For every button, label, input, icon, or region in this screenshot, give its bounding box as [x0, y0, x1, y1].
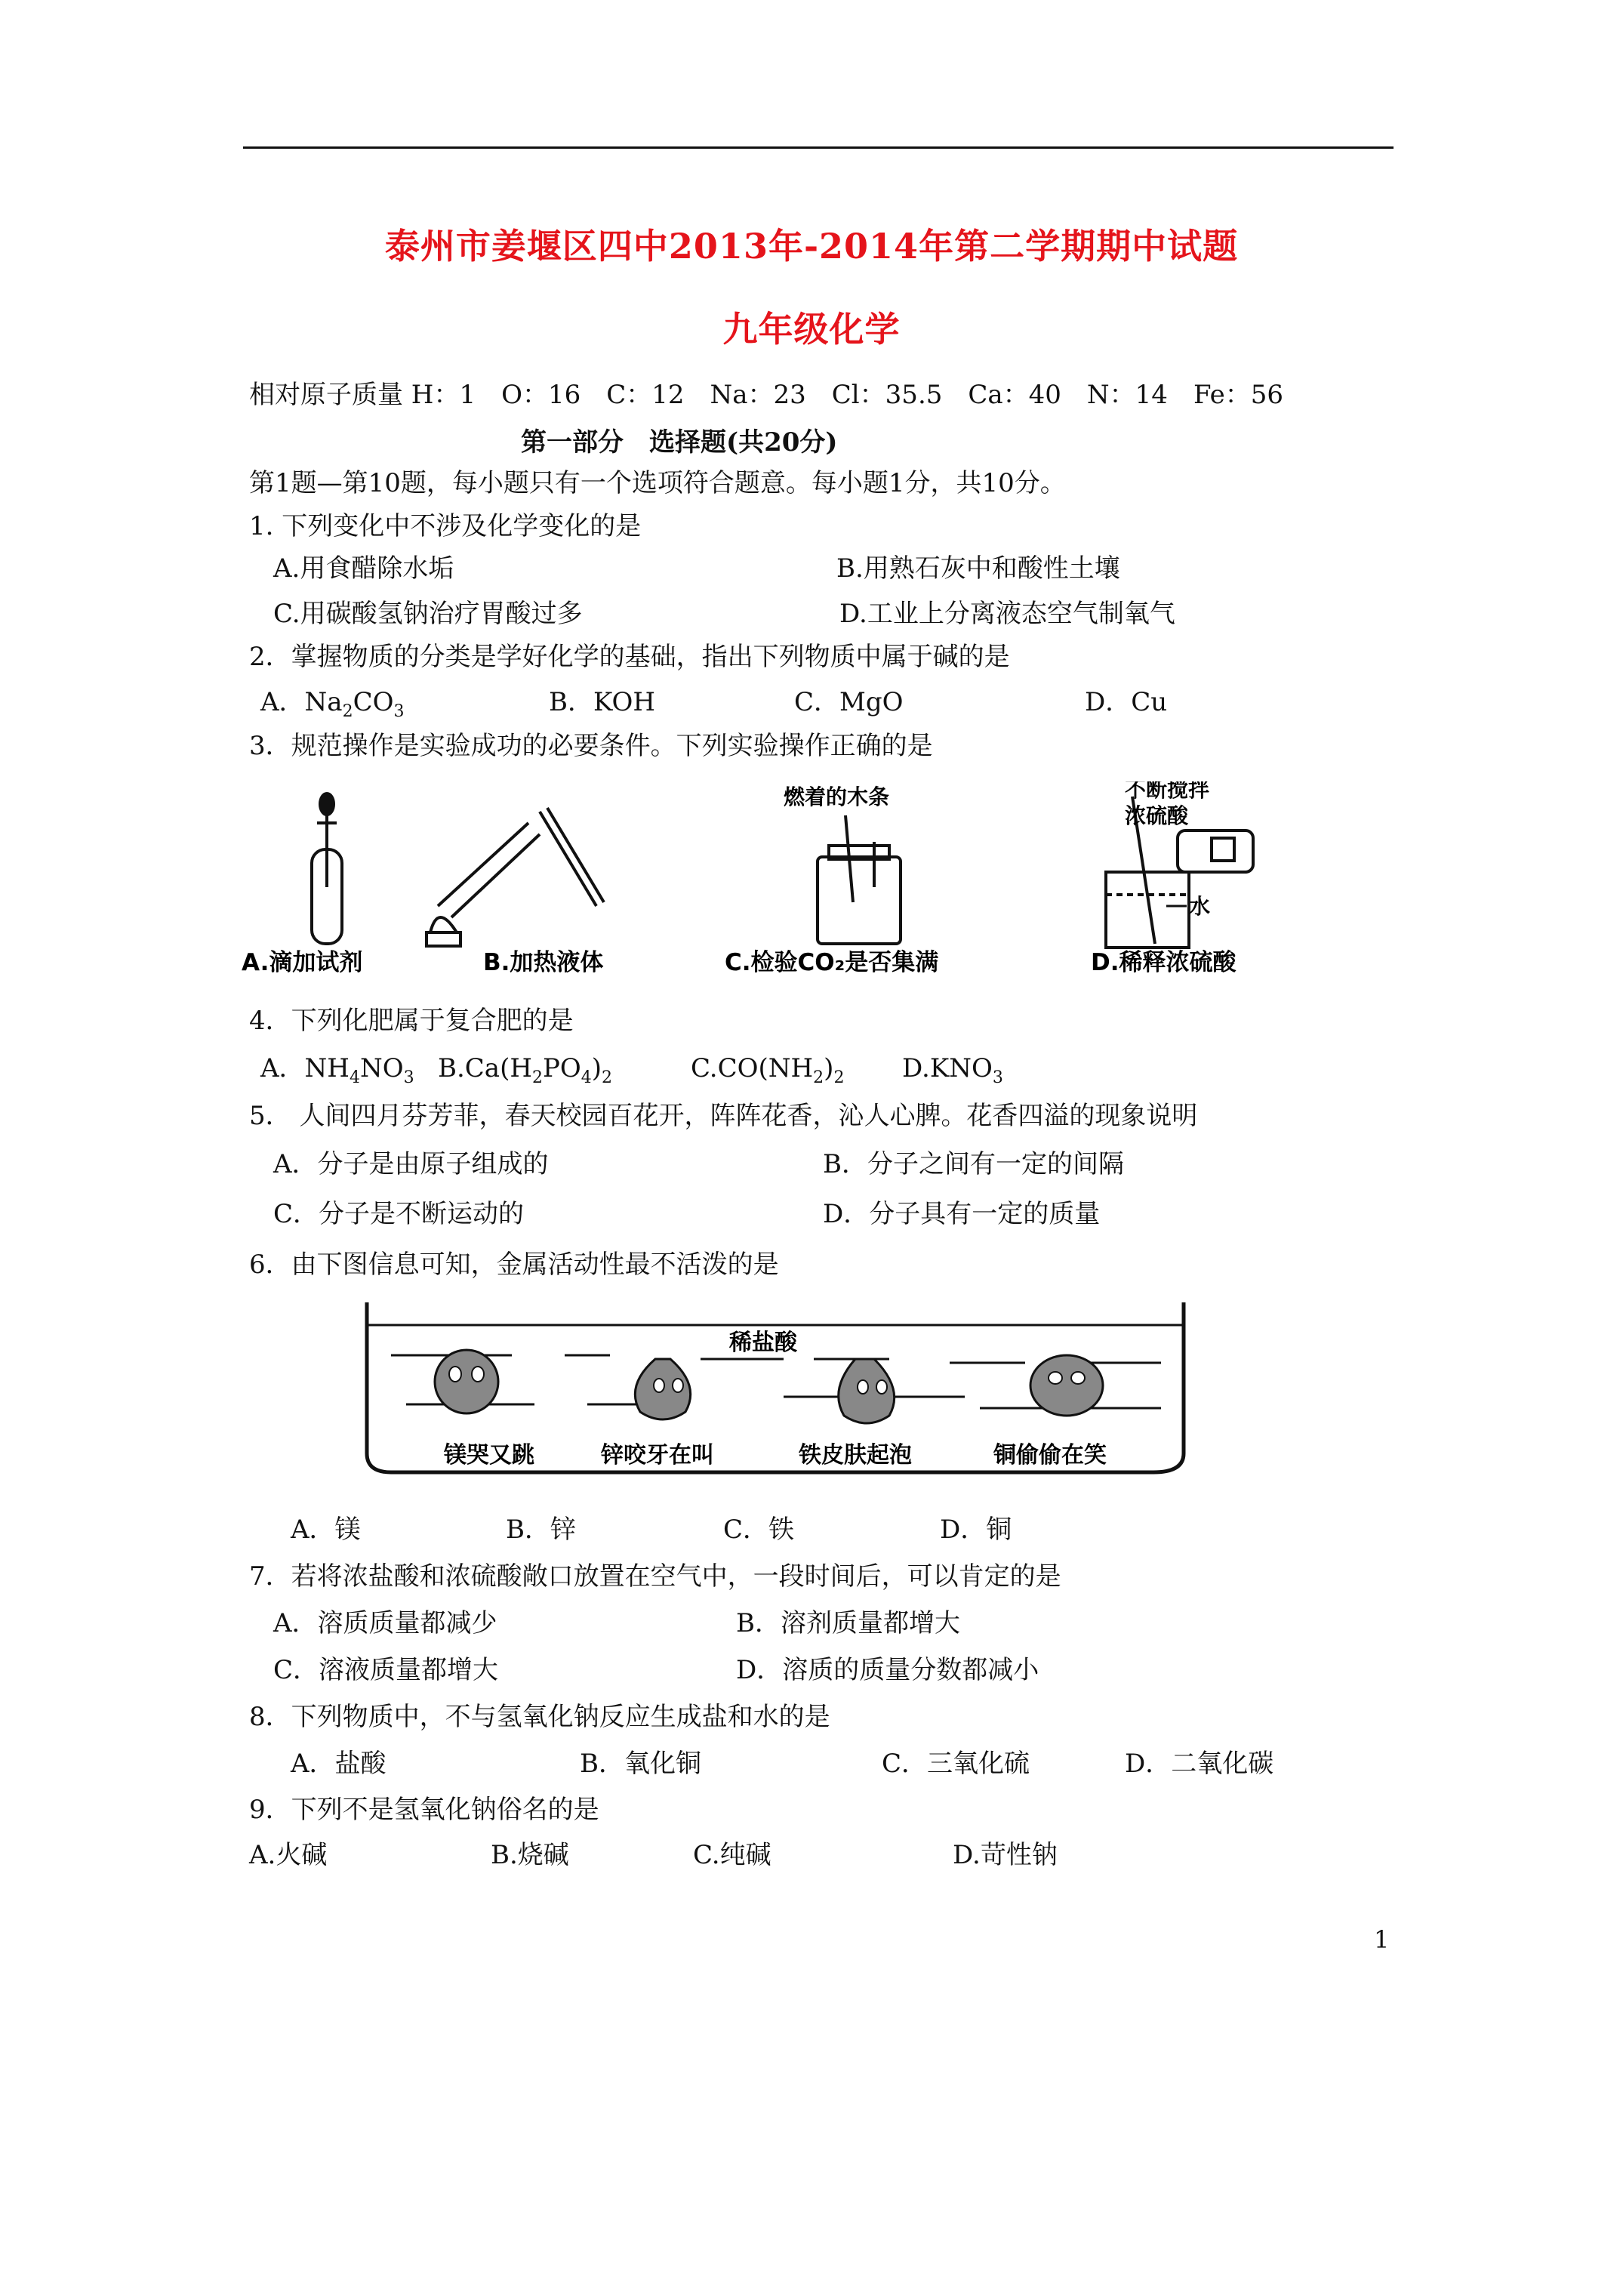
- question-4-stem: 4．下列化肥属于复合肥的是: [249, 1006, 574, 1036]
- q7-option-a: A．溶质质量都减少: [273, 1608, 497, 1638]
- q8-option-d: D．二氧化碳: [1125, 1749, 1274, 1779]
- q4-option-c: $C.CO(NH_2)_2$: [691, 1053, 845, 1087]
- q5-option-d: D．分子具有一定的质量: [823, 1199, 1101, 1229]
- caption-copper: 铜偷偷在笑: [993, 1442, 1107, 1469]
- q9-option-a: A.火碱: [249, 1840, 328, 1870]
- q1-option-c: C.用碳酸氢钠治疗胃酸过多: [273, 599, 583, 629]
- fig3-label-d: D.稀释浓硫酸: [1091, 949, 1236, 974]
- q2-option-b: B．KOH: [549, 687, 655, 717]
- q5-option-b: B．分子之间有一定的间隔: [823, 1149, 1124, 1179]
- stir-annotation: 不断搅拌: [1125, 781, 1210, 802]
- q5-option-a: A．分子是由原子组成的: [273, 1149, 549, 1179]
- q1-option-d: D.工业上分离液态空气制氧气: [839, 599, 1175, 629]
- caption-iron: 铁皮肤起泡: [799, 1442, 912, 1469]
- question-7-stem: 7．若将浓盐酸和浓硫酸敞口放置在空气中，一段时间后，可以肯定的是: [249, 1561, 1061, 1592]
- acid-label: 稀盐酸: [729, 1330, 797, 1356]
- q2-option-d: D．Cu: [1085, 687, 1168, 717]
- header-rule: [243, 146, 1394, 149]
- question-8-stem: 8．下列物质中，不与氢氧化钠反应生成盐和水的是: [249, 1702, 830, 1732]
- question-5-stem: 5． 人间四月芬芳菲，春天校园百花开，阵阵花香，沁人心脾。花香四溢的现象说明: [249, 1101, 1198, 1131]
- q8-option-a: A．盐酸: [291, 1749, 387, 1779]
- section-instruction: 第1题—第10题，每小题只有一个选项符合题意。每小题1分，共10分。: [249, 468, 1066, 498]
- fig3-label-b: B.加热液体: [483, 949, 604, 974]
- q9-option-c: C.纯碱: [693, 1840, 771, 1870]
- q4-option-a: A．$NH_4NO_3$: [260, 1053, 414, 1087]
- section-title: 第一部分 选择题(共20分): [521, 427, 838, 458]
- caption-zinc: 锌咬牙在叫: [601, 1442, 714, 1469]
- question-2-stem: 2．掌握物质的分类是学好化学的基础，指出下列物质中属于碱的是: [249, 642, 1010, 672]
- exam-subtitle: 九年级化学: [722, 309, 901, 350]
- q2-option-a: A．$Na_2CO_3$: [260, 687, 405, 721]
- question-6-stem: 6．由下图信息可知，金属活动性最不活泼的是: [249, 1250, 779, 1280]
- q4-option-d: $D.KNO_3$: [902, 1053, 1003, 1087]
- exam-title: 泰州市姜堰区四中2013年-2014年第二学期期中试题: [384, 226, 1239, 267]
- q9-option-d: D.苛性钠: [953, 1840, 1058, 1870]
- q5-option-c: C．分子是不断运动的: [273, 1199, 525, 1229]
- metal-activity-drawing: [361, 1302, 1191, 1484]
- q8-option-c: C．三氧化硫: [882, 1749, 1030, 1779]
- q6-option-a: A．镁: [291, 1515, 361, 1545]
- acid-annotation: 浓硫酸: [1125, 803, 1189, 828]
- metal-activity-figure: [361, 1302, 1191, 1484]
- lab-operations-drawing: [242, 781, 1313, 974]
- fig3-label-c: C.检验CO₂是否集满: [725, 949, 939, 974]
- water-annotation: 水: [1189, 894, 1211, 919]
- lab-operations-figure: [242, 781, 1313, 974]
- q6-option-d: D．铜: [940, 1515, 1012, 1545]
- q7-option-c: C．溶液质量都增大: [273, 1655, 499, 1685]
- match-annotation: 燃着的木条: [784, 784, 890, 809]
- question-9-stem: 9．下列不是氢氧化钠俗名的是: [249, 1795, 599, 1825]
- q6-option-c: C．铁: [723, 1515, 795, 1545]
- question-3-stem: 3．规范操作是实验成功的必要条件。下列实验操作正确的是: [249, 731, 933, 761]
- q2-option-c: C．MgO: [794, 687, 904, 717]
- fig3-label-a: A.滴加试剂: [242, 949, 363, 974]
- q7-option-d: D．溶质的质量分数都减小: [736, 1655, 1039, 1685]
- q4-option-b: $B.Ca(H_2PO_4)_2$: [438, 1053, 613, 1087]
- question-1-stem: 1. 下列变化中不涉及化学变化的是: [249, 511, 642, 541]
- caption-magnesium: 镁哭又跳: [444, 1442, 534, 1469]
- atomic-masses: 相对原子质量 H：1 O：16 C：12 Na：23 Cl：35.5 Ca：40 N：14 Fe：56: [249, 380, 1284, 410]
- q6-option-b: B．锌: [506, 1515, 576, 1545]
- q1-option-a: A.用食醋除水垢: [273, 553, 454, 584]
- q1-option-b: B.用熟石灰中和酸性土壤: [836, 553, 1120, 584]
- q7-option-b: B．溶剂质量都增大: [736, 1608, 960, 1638]
- page-number: 1: [1374, 1925, 1390, 1954]
- q9-option-b: B.烧碱: [491, 1840, 569, 1870]
- q8-option-b: B．氧化铜: [580, 1749, 701, 1779]
